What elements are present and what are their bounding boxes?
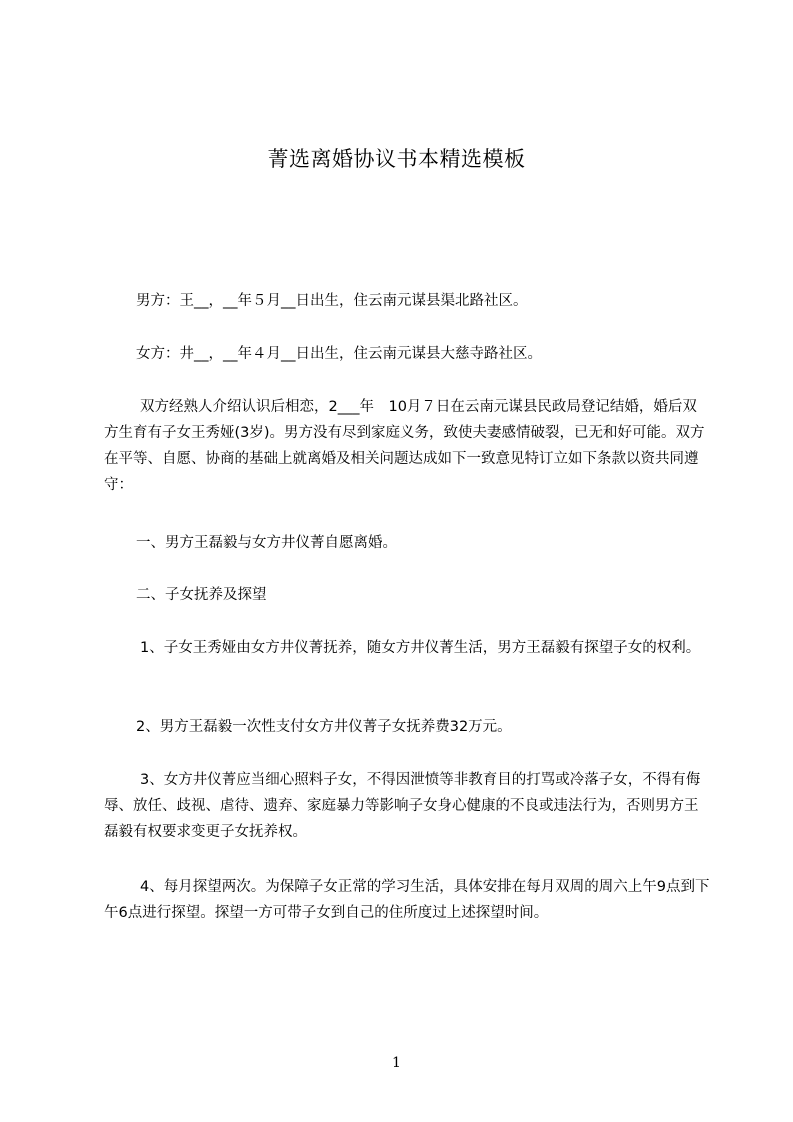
clause-one: 一、男方王磊毅与女方井仪菁自愿离婚。 [136,535,397,551]
clause-item-1: 1、子女王秀娅由女方井仪菁抚养，随女方井仪菁生活，男方王磊毅有探望子女的权利。 [140,640,701,656]
document-title: 菁选离婚协议书本精选模板 [267,147,526,171]
paragraph-female-party: 女方：井__，__年４月__日出生，住云南元谋县大慈寺路社区。 [136,346,542,362]
clause-two-heading: 二、子女抚养及探望 [136,587,267,603]
clause-item-3: 3、女方井仪菁应当细心照料子女，不得因泄愤等非教育目的打骂或冷落子女，不得有侮辱、放任、歧视、虐待、遗弃、家庭暴力等影响子女身心健康的不良或违法行为，否则男方王磊毅有权要求变更子女抚养权。 [104,772,701,840]
clause-item-2: 2、男方王磊毅一次性支付女方井仪菁子女抚养费32万元。 [136,719,512,735]
page-number: 1 [392,1055,401,1071]
paragraph-male-party: 男方：王__，__年５月__日出生，住云南元谋县渠北路社区。 [136,293,528,309]
clause-item-4: 4、每月探望两次。为保障子女正常的学习生活，具体安排在每月双周的周六上午9点到下午6点进行探望。探望一方可带子女到自己的住所度过上述探望时间。 [104,879,710,921]
paragraph-introduction: 双方经熟人介绍认识后相恋，2___年 10月７日在云南元谋县民政局登记结婚，婚后双方生育有子女王秀娅(3岁)。男方没有尽到家庭义务，致使夫妻感情破裂，已无和好可能。双方在平等、自愿、协商的基础上就离婚及相关问题达成如下一致意见特订立如下条款以资共同遵守： [104,399,705,493]
